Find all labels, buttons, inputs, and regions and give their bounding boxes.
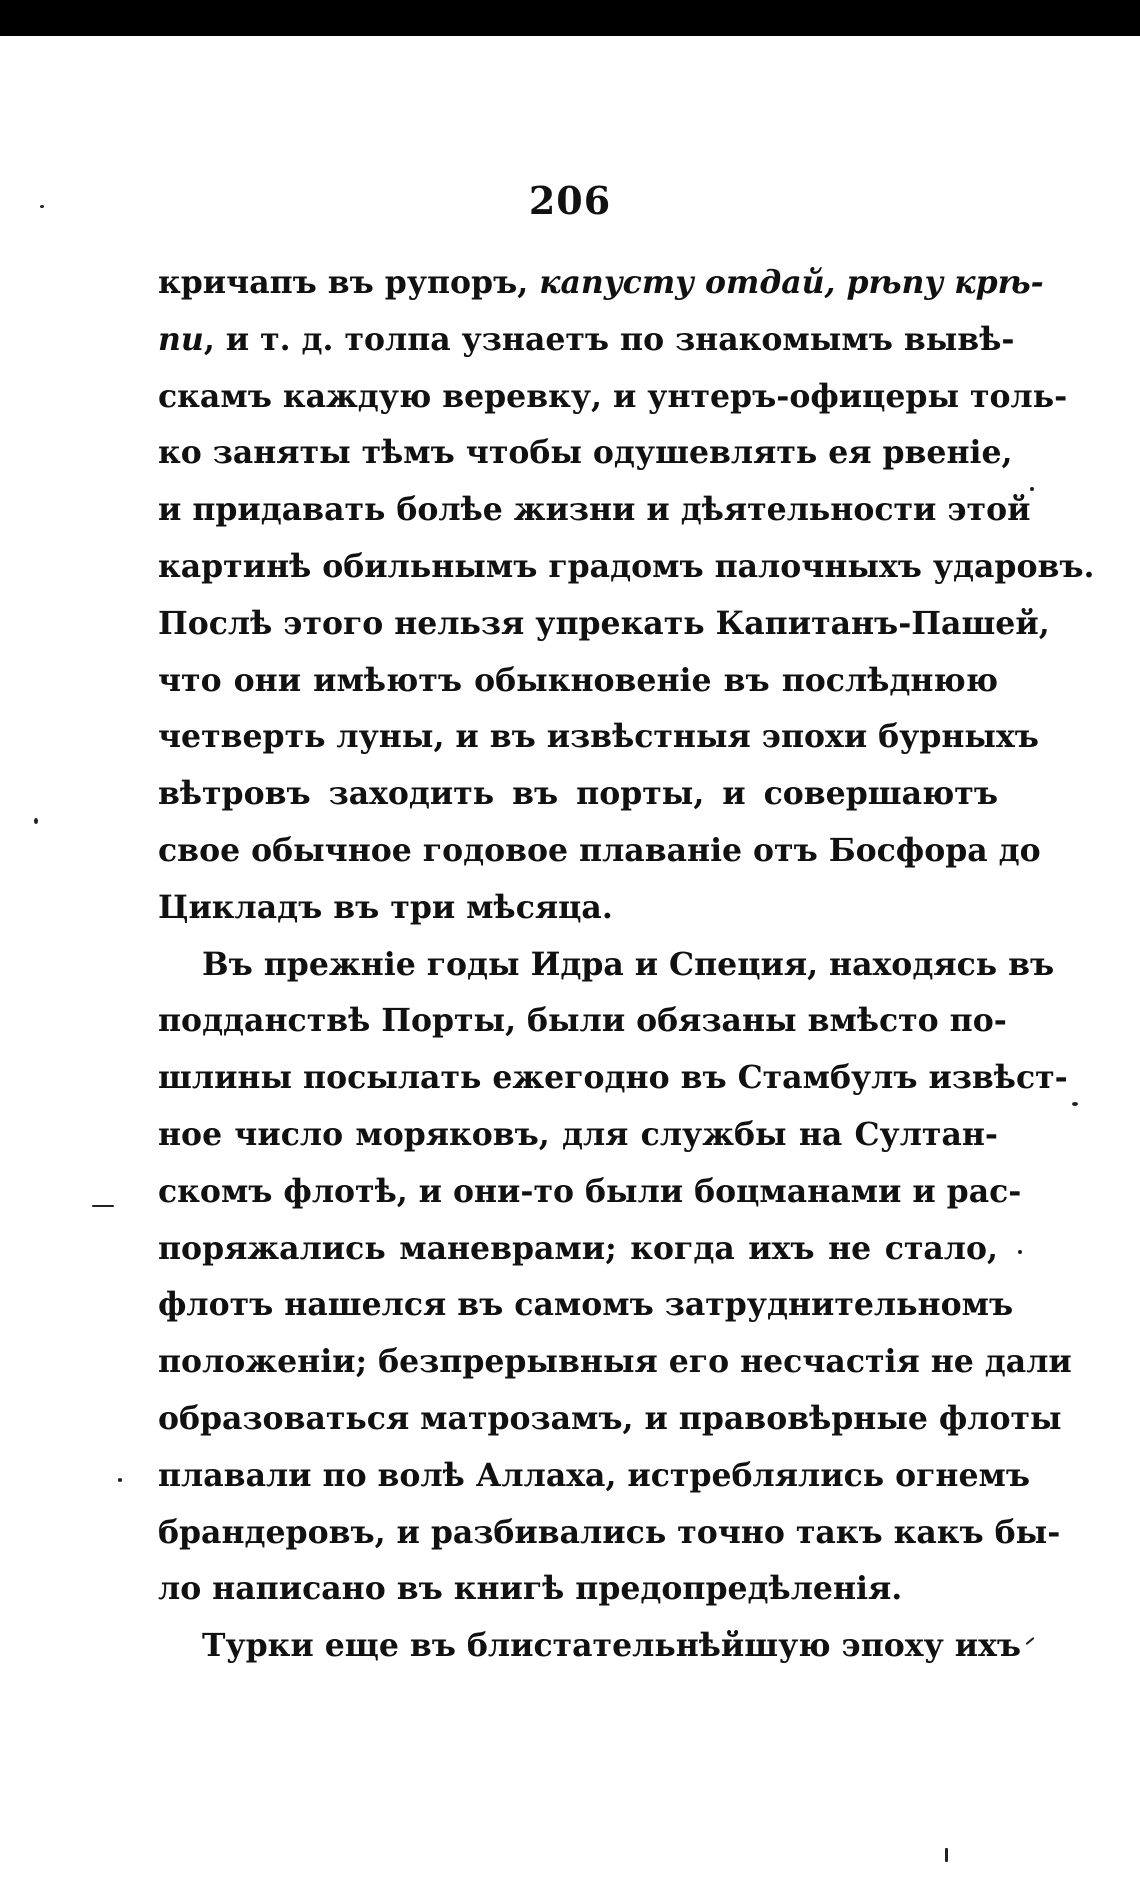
text-segment: картинѣ обильнымъ градомъ палочныхъ ударовъ. bbox=[158, 547, 1095, 585]
text-line bbox=[158, 482, 1031, 539]
text-segment: шлины посылать ежегодно въ Стамбулъ извѣст- bbox=[158, 1059, 1068, 1097]
scan-speck bbox=[118, 1478, 122, 1482]
text-segment: кричапъ въ рупоръ, bbox=[158, 264, 540, 301]
text-segment: брандеровъ, и разбивались точно такъ какъ бы- bbox=[158, 1513, 1061, 1551]
text-segment: , и т. д. толпа узнаетъ по знакомымъ вывѣ- bbox=[203, 320, 1015, 358]
scan-speck bbox=[1018, 1250, 1022, 1254]
paragraph bbox=[158, 1618, 1022, 1675]
text-line bbox=[158, 1050, 1068, 1107]
scan-speck bbox=[34, 818, 38, 824]
text-segment: подданствѣ Порты, были обязаны вмѣсто по- bbox=[158, 1002, 1007, 1040]
text-segment: что они имѣютъ обыкновеніе въ послѣднюю bbox=[158, 661, 998, 699]
text-segment: положеніи; безпрерывныя его несчастія не дали bbox=[158, 1343, 1072, 1381]
page-body-text bbox=[158, 255, 1095, 1675]
text-line bbox=[158, 880, 998, 937]
scan-speck bbox=[1072, 1102, 1078, 1106]
text-line bbox=[158, 653, 998, 710]
text-line bbox=[158, 369, 1068, 426]
text-line bbox=[158, 425, 1013, 482]
text-line bbox=[158, 1107, 998, 1164]
text-line bbox=[158, 1164, 1022, 1221]
italic-text: капусту отдай, рѣпу крѣ- bbox=[539, 264, 1044, 301]
scan-speck bbox=[1030, 487, 1034, 491]
text-segment: образоваться матрозамъ, и правовѣрные флоты bbox=[158, 1399, 1062, 1437]
text-line bbox=[158, 1618, 1022, 1675]
paragraph bbox=[158, 937, 1072, 1619]
text-line bbox=[158, 1334, 1072, 1391]
text-line bbox=[158, 766, 998, 823]
scan-speck bbox=[40, 205, 44, 208]
text-segment: и придавать болѣе жизни и дѣятельности этой bbox=[158, 491, 1031, 529]
text-segment: флотъ нашелся въ самомъ затруднительномъ bbox=[158, 1286, 1014, 1324]
text-line bbox=[158, 255, 1044, 312]
text-line bbox=[158, 1277, 1014, 1334]
text-segment: скамъ каждую веревку, и унтеръ-офицеры толь- bbox=[158, 377, 1068, 415]
text-segment: плавали по волѣ Аллаха, истреблялись огнемъ bbox=[158, 1456, 1031, 1494]
text-line bbox=[158, 709, 1039, 766]
text-segment: скомъ флотѣ, и они-то были боцманами и рас- bbox=[158, 1172, 1022, 1210]
text-line bbox=[158, 1448, 1031, 1505]
text-segment: ко заняты тѣмъ чтобы одушевлять ея рвеніе, bbox=[158, 434, 1013, 472]
text-segment: Цикладъ въ три мѣсяца. bbox=[158, 888, 613, 926]
text-line bbox=[158, 596, 1050, 653]
scan-speck bbox=[92, 1205, 114, 1207]
text-line bbox=[158, 1561, 998, 1618]
text-line bbox=[158, 1505, 1061, 1562]
text-segment: свое обычное годовое плаваніе отъ Босфора до bbox=[158, 831, 1041, 869]
text-segment: ло написано въ книгѣ предопредѣленія. bbox=[158, 1570, 903, 1608]
scan-speck bbox=[945, 1848, 948, 1862]
text-line bbox=[158, 993, 1007, 1050]
text-segment: поряжались маневрами; когда ихъ не стало, bbox=[158, 1229, 998, 1267]
text-segment: Турки еще въ блистательнѣйшую эпоху ихъ bbox=[202, 1627, 1022, 1665]
text-line bbox=[158, 937, 1055, 994]
scan-speck bbox=[1026, 1637, 1035, 1645]
scan-top-border bbox=[0, 0, 1140, 36]
text-line bbox=[158, 312, 1015, 369]
paragraph bbox=[158, 255, 1095, 937]
text-segment: вѣтровъ заходить въ порты, и совершаютъ bbox=[158, 775, 998, 813]
text-line bbox=[158, 539, 1095, 596]
italic-text: пи bbox=[158, 320, 204, 358]
text-segment: Послѣ этого нельзя упрекать Капитанъ-Пашей, bbox=[158, 604, 1050, 642]
text-line bbox=[158, 1221, 998, 1278]
text-line bbox=[158, 823, 1041, 880]
text-segment: четверть луны, и въ извѣстныя эпохи бурныхъ bbox=[158, 718, 1039, 756]
page-number: 206 bbox=[528, 178, 612, 223]
text-segment: Въ прежніе годы Идра и Специя, находясь въ bbox=[202, 945, 1055, 983]
text-line bbox=[158, 1391, 1062, 1448]
text-segment: ное число моряковъ, для службы на Султан- bbox=[158, 1115, 998, 1153]
